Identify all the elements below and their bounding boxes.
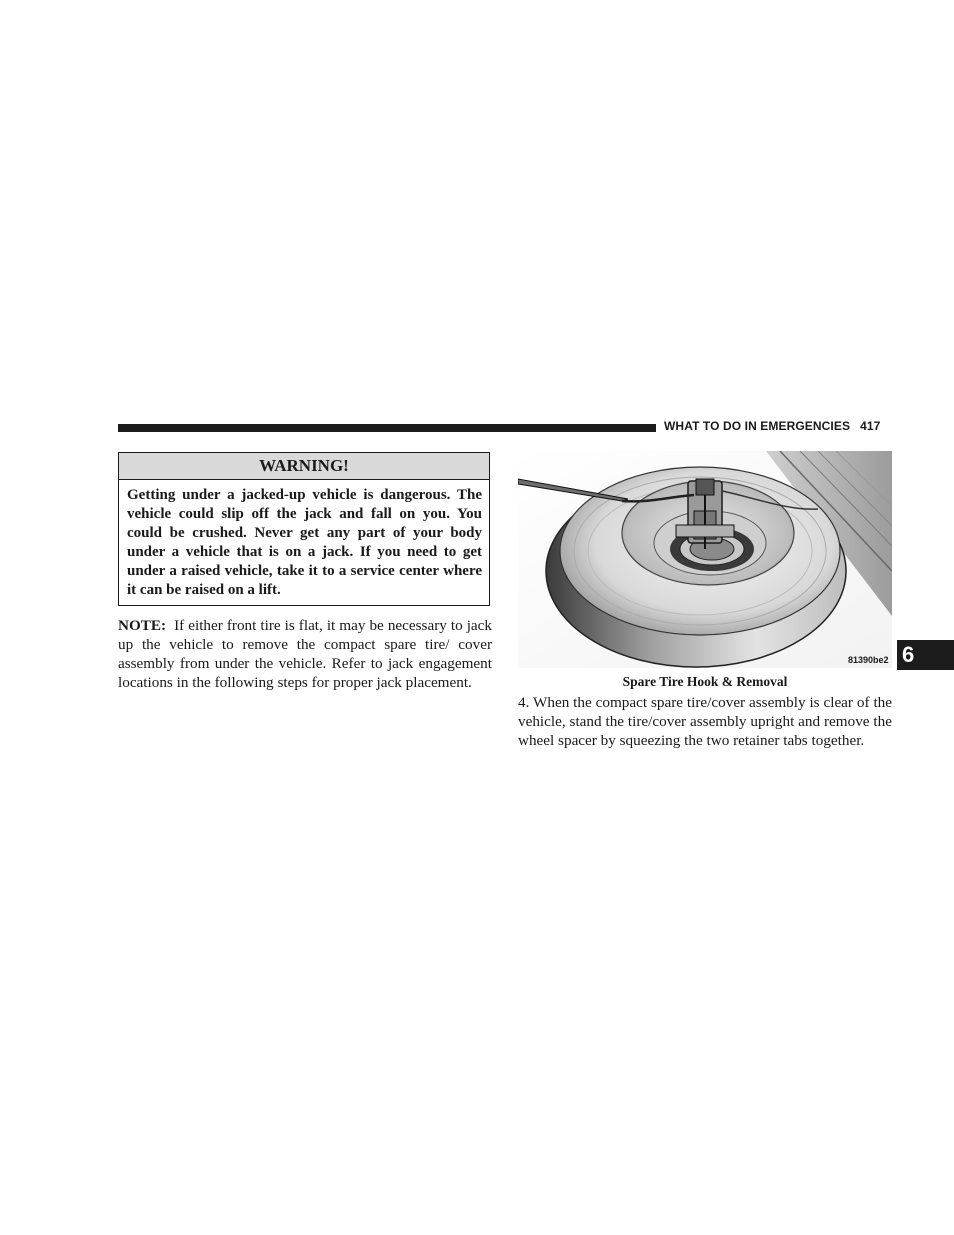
note-label: NOTE: [118,617,167,634]
figure-code: 81390be2 [848,655,889,665]
chapter-tab: 6 [897,640,954,670]
section-title: WHAT TO DO IN EMERGENCIES [664,419,851,433]
warning-box [118,452,490,606]
note-paragraph [118,616,492,692]
header-rule [118,424,656,432]
page-number: 417 [860,419,881,433]
spare-tire-illustration [518,451,892,668]
figure-caption: Spare Tire Hook & Removal [622,674,788,689]
step-4-paragraph: 4. When the compact spare tire/cover assembly is clear of the vehicle, stand the tire/cover assembly upright and remove the wheel spacer by squeezing the two retainer tabs together. [518,694,892,749]
warning-title: WARNING! [119,453,489,480]
note-text: If either front tire is flat, it may be necessary to jack up the vehicle to remove the compact spare tire/ cover assembly from under the vehicle. Refer to jack engagement locations in the following steps for proper jack placement. [118,617,492,691]
warning-body: Getting under a jacked-up vehicle is dangerous. The vehicle could slip off the jack and fall on you. You could be crushed. Never get any part of your body under a vehicle that is on a jack. If you need to get under a raised vehicle, take it to a service center where it can be raised on a lift. [127,487,482,598]
running-header [664,419,892,437]
